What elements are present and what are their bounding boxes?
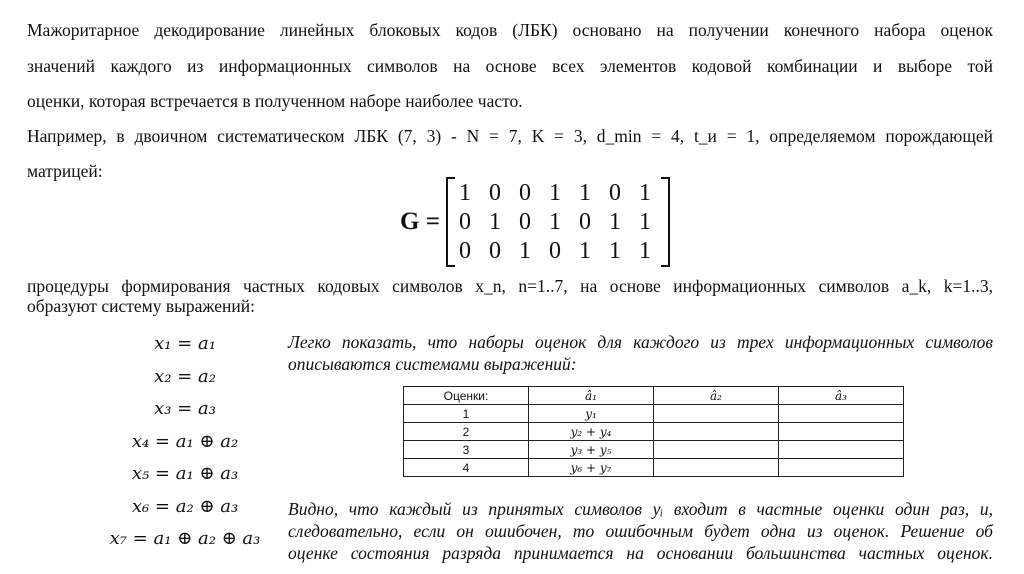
- cell: [654, 459, 779, 477]
- example-line-1: Например, в двоичном систематическом ЛБК (7, 3) - N = 7, K = 3, d_min = 4, t_и = 1, определяемом порождающей: [27, 126, 993, 146]
- cell: [654, 423, 779, 441]
- header-cell: Оценки:: [404, 387, 529, 405]
- table-row: [404, 405, 904, 423]
- matrix-row: 1 0 0 1 1 0 1: [458, 179, 657, 206]
- cell: [654, 405, 779, 423]
- cell: y₂ + y₄: [529, 423, 654, 441]
- intro-line-1: Мажоритарное декодирование линейных блоковых кодов (ЛБК) основано на получении конечного набора оценок: [27, 20, 993, 40]
- conclusion-line-1: Видно, что каждый из принятых символов yᵢ входит в частные оценки один раз, и,: [288, 499, 993, 519]
- cell: [779, 423, 904, 441]
- intro-line-3: оценки, которая встречается в полученном наборе наиболее часто.: [27, 91, 523, 111]
- header-cell: â₁: [529, 387, 654, 405]
- matrix-row: 0 0 1 0 1 1 1: [458, 237, 657, 264]
- cell: 1: [404, 405, 529, 423]
- cell: [779, 459, 904, 477]
- cell: 2: [404, 423, 529, 441]
- table-row: [404, 423, 904, 441]
- right-bracket: [661, 177, 670, 267]
- equation: x₇ = a₁ ⊕ a₂ ⊕ a₃: [109, 528, 261, 549]
- cell: 3: [404, 441, 529, 459]
- header-cell: â₃: [779, 387, 904, 405]
- equation-system: [100, 330, 270, 558]
- matrix-row: 0 1 0 1 0 1 1: [458, 208, 657, 235]
- cell: y₃ + y₅: [529, 441, 654, 459]
- equation: x₃ = a₃: [154, 398, 216, 419]
- right-intro-line-1: Легко показать, что наборы оценок для каждого из трех информационных символов: [288, 332, 993, 352]
- cell: 4: [404, 459, 529, 477]
- equation: x₂ = a₂: [154, 365, 216, 387]
- intro-line-2: значений каждого из информационных символов на основе всех элементов кодовой комбинации и выборе той: [27, 56, 993, 76]
- table-row: [404, 441, 904, 459]
- matrix-label: G =: [400, 208, 440, 235]
- equation: x₄ = a₁ ⊕ a₂: [131, 430, 239, 452]
- procedure-line-2: образуют систему выражений:: [27, 296, 255, 316]
- left-bracket: [446, 177, 455, 267]
- cell: [654, 441, 779, 459]
- conclusion-line-2: следовательно, если он ошибочен, то ошибочным будет одна из оценок. Решение об: [288, 521, 993, 541]
- header-cell: â₂: [654, 387, 779, 405]
- equation: x₁ = a₁: [154, 333, 216, 354]
- equation: x₆ = a₂ ⊕ a₃: [131, 495, 239, 517]
- cell: y₁: [529, 405, 654, 423]
- cell: [779, 405, 904, 423]
- procedure-line-1: процедуры формирования частных кодовых символов x_n, n=1..7, на основе информационных символов a_k, k=1..3,: [27, 276, 993, 296]
- estimates-table: [403, 386, 904, 477]
- example-line-2: матрицей:: [27, 161, 103, 181]
- generator-matrix: [400, 178, 670, 266]
- cell: y₆ + y₇: [529, 459, 654, 477]
- equation: x₅ = a₁ ⊕ a₃: [131, 463, 239, 484]
- table-header-row: [404, 387, 904, 405]
- table-row: [404, 459, 904, 477]
- cell: [779, 441, 904, 459]
- conclusion-line-3: оценке состояния разряда принимается на основании большинства частных оценок.: [288, 543, 993, 563]
- right-intro-line-2: описываются системами выражений:: [288, 354, 577, 374]
